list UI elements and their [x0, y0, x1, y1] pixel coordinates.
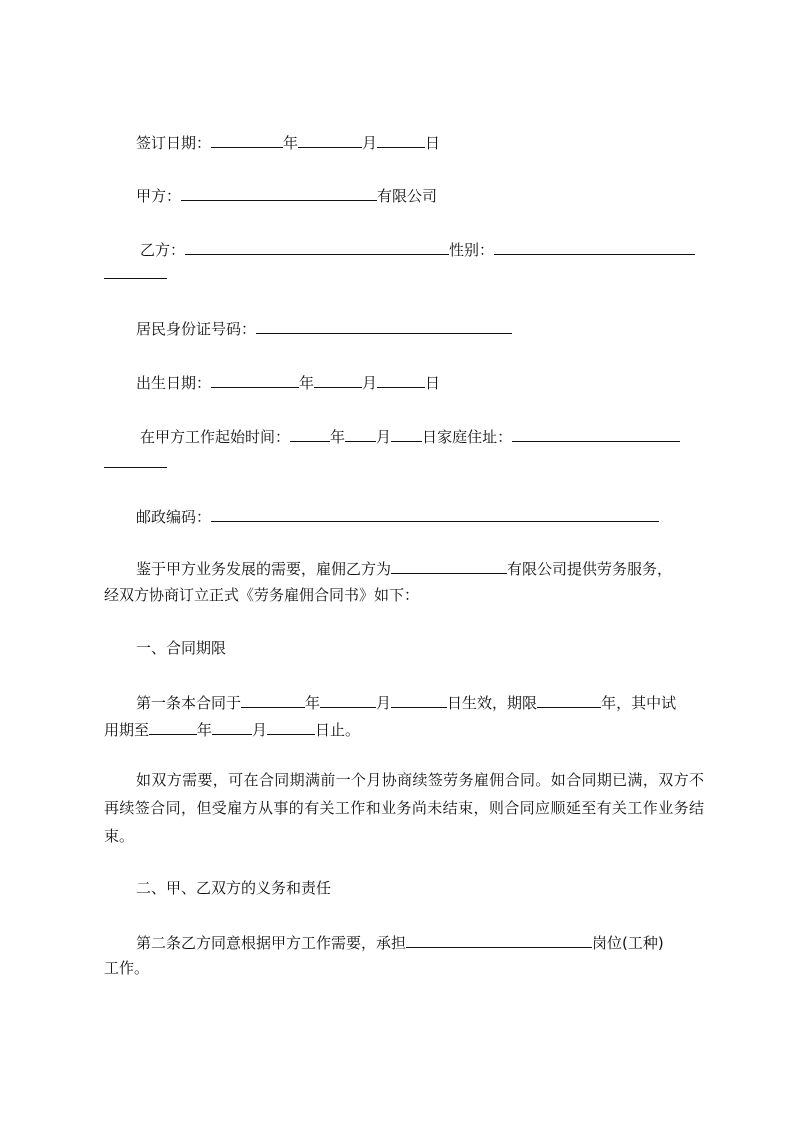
term-label: 年，其中试 [601, 694, 677, 712]
id-number-label: 居民身份证号码： [136, 320, 257, 338]
month-label: 月 [362, 134, 378, 152]
postal-code-line [104, 506, 736, 526]
start-month-field[interactable] [345, 426, 376, 442]
gender-label: 性别： [449, 241, 495, 259]
address-field-cont[interactable] [104, 452, 167, 468]
year-label: 年 [197, 721, 213, 739]
article-2-prefix: 第二条乙方同意根据甲方工作需要，承担 [136, 934, 407, 952]
year-label: 年 [330, 428, 346, 446]
signing-year-field[interactable] [211, 132, 283, 148]
birth-year-field[interactable] [211, 372, 299, 388]
position-suffix: 岗位(工种) [592, 934, 664, 952]
year-label: 年 [283, 134, 299, 152]
end-label: 日止。 [315, 721, 361, 739]
effective-month-field[interactable] [320, 692, 376, 708]
party-b-name-field[interactable] [185, 239, 449, 255]
day-label: 日 [425, 374, 441, 392]
party-a-field[interactable] [181, 185, 377, 201]
signing-date-label: 签订日期： [136, 134, 212, 152]
intro-text-3: 经双方协商订立正式《劳务雇佣合同书》如下： [104, 586, 420, 604]
probation-month-field[interactable] [212, 719, 252, 735]
birth-day-field[interactable] [377, 372, 425, 388]
renewal-paragraph: 如双方需要，可在合同期满前一个月协商续签劳务雇佣合同。如合同期已满，双方不再续签合同，但受雇方从事的有关工作和业务尚未结束，则合同应顺延至有关工作业务结束。 [104, 771, 704, 845]
party-b-label: 乙方： [140, 241, 186, 259]
birth-date-label: 出生日期： [136, 374, 212, 392]
start-time-label: 在甲方工作起始时间： [140, 428, 291, 446]
postal-code-field[interactable] [211, 506, 659, 522]
intro-text-2: 有限公司提供劳务服务， [507, 560, 673, 578]
probation-year-field[interactable] [149, 719, 197, 735]
article-2-line-2: 工作。 [104, 959, 150, 977]
intro-text-1: 鉴于甲方业务发展的需要，雇佣乙方为 [136, 560, 392, 578]
intro-line-1 [104, 558, 736, 578]
address-field[interactable] [512, 426, 680, 442]
month-label: 月 [362, 374, 378, 392]
signing-day-field[interactable] [377, 132, 425, 148]
party-b-line [104, 239, 740, 259]
start-time-line [104, 426, 740, 446]
month-label: 月 [252, 721, 268, 739]
article-1-line-2 [104, 719, 704, 739]
birth-month-field[interactable] [314, 372, 362, 388]
party-a-label: 甲方： [136, 187, 182, 205]
effective-year-field[interactable] [241, 692, 305, 708]
intro-line-2 [104, 586, 704, 604]
postal-code-label: 邮政编码： [136, 508, 212, 526]
probation-label: 用期至 [104, 721, 150, 739]
party-a-suffix: 有限公司 [377, 187, 438, 205]
signing-month-field[interactable] [298, 132, 362, 148]
birth-date-line [104, 372, 736, 392]
position-field[interactable] [406, 932, 592, 948]
section-1-title: 一、合同期限 [136, 639, 227, 657]
year-label: 年 [299, 374, 315, 392]
gender-field-cont[interactable] [104, 263, 167, 279]
start-day-field[interactable] [391, 426, 422, 442]
signing-date-line [104, 132, 736, 152]
article-1-prefix: 第一条本合同于 [136, 694, 242, 712]
month-label: 月 [376, 428, 392, 446]
article-2-line-1 [104, 932, 736, 952]
effective-label: 日生效，期限 [447, 694, 538, 712]
gender-field[interactable] [494, 239, 695, 255]
month-label: 月 [376, 694, 392, 712]
id-number-line [104, 318, 736, 338]
section-2-title: 二、甲、乙双方的义务和责任 [136, 879, 332, 897]
id-number-field[interactable] [256, 318, 512, 334]
party-a-line [104, 185, 736, 205]
start-year-field[interactable] [290, 426, 330, 442]
company-field[interactable] [391, 558, 507, 574]
effective-day-field[interactable] [391, 692, 447, 708]
party-b-line-cont [104, 263, 704, 283]
term-years-field[interactable] [537, 692, 601, 708]
article-1-line-1 [104, 692, 736, 712]
probation-day-field[interactable] [267, 719, 315, 735]
day-label: 日 [422, 428, 438, 446]
day-label: 日 [425, 134, 441, 152]
year-label: 年 [305, 694, 321, 712]
address-label: 家庭住址： [437, 428, 513, 446]
address-line-cont [104, 452, 704, 472]
